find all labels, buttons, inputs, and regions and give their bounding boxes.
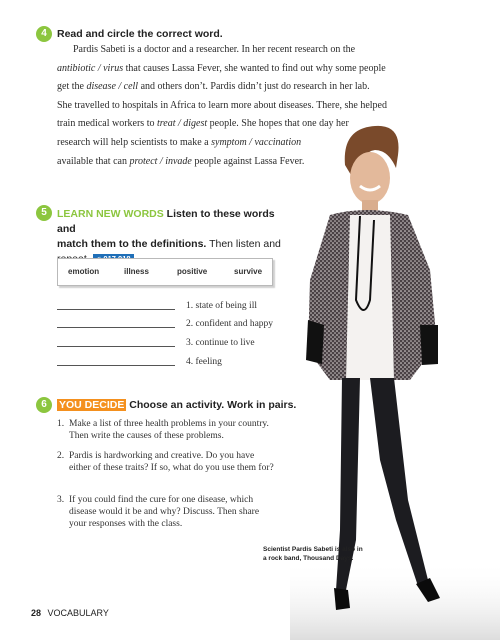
photo-caption: Scientist Pardis Sabeti is also in a rock band, Thousand Days. (263, 546, 363, 562)
word: illness (124, 267, 149, 276)
word: emotion (68, 267, 100, 276)
definition: 4. feeling (186, 357, 222, 367)
word-choice[interactable]: treat / digest (156, 118, 208, 130)
answer-line[interactable] (57, 327, 175, 328)
definition: 2. confident and happy (186, 319, 274, 329)
definition: 1. state of being ill (186, 301, 257, 311)
learn-new-words-label: LEARN NEW WORDS (57, 208, 164, 220)
page-number: 28 (31, 608, 42, 618)
word-choice[interactable]: symptom / vaccination (211, 136, 302, 148)
reading-passage: Pardis Sabeti is a doctor and a researcher. In her recent research on the antibiotic / virus that causes Lassa Fever, she wanted to find out why some people get the disease / cell and others don’t. Pardis didn’t just do research in her lab. She travelled to hospitals in Africa to learn more about diseases. There, she helped train medical workers to treat / digest people. She hopes that one day her research will help scientists to make a symptom / vaccination available that can protect / invade people against Lassa Fever. (57, 44, 387, 167)
activity-item: 3. If you could find the cure for one disease, which disease would it be and why? Discuss. Then share your responses with the class. (57, 495, 260, 529)
word-box (57, 258, 273, 286)
word: survive (234, 267, 263, 276)
activity-item: 2. Pardis is hardworking and creative. Do you have either of these traits? If so, what do you use them for? (57, 451, 274, 473)
section-4-title: Read and circle the correct word. (57, 28, 223, 40)
section-4-badge: 4 (36, 26, 52, 42)
word-choice[interactable]: disease / cell (86, 81, 139, 93)
section-name: VOCABULARY (47, 608, 109, 618)
answer-line[interactable] (57, 309, 175, 310)
word-choice[interactable]: antibiotic / virus (57, 62, 124, 74)
definition: 3. continue to live (186, 338, 255, 348)
answer-line[interactable] (57, 365, 175, 366)
answer-line[interactable] (57, 346, 175, 347)
section-5-badge: 5 (36, 205, 52, 221)
page-footer (31, 608, 109, 618)
activity-item: 1. Make a list of three health problems in your country. Then write the causes of these problems. (57, 419, 269, 441)
section-6-title: YOU DECIDE Choose an activity. Work in pairs. (59, 399, 297, 411)
word: positive (177, 267, 208, 276)
section-5-instructions: LEARN NEW WORDS Listen to these words and match them to the definitions. Then listen and (57, 207, 287, 267)
word-choice[interactable]: protect / invade (129, 155, 192, 167)
you-decide-label: YOU DECIDE (59, 399, 125, 411)
section-6-badge: 6 (36, 397, 52, 413)
